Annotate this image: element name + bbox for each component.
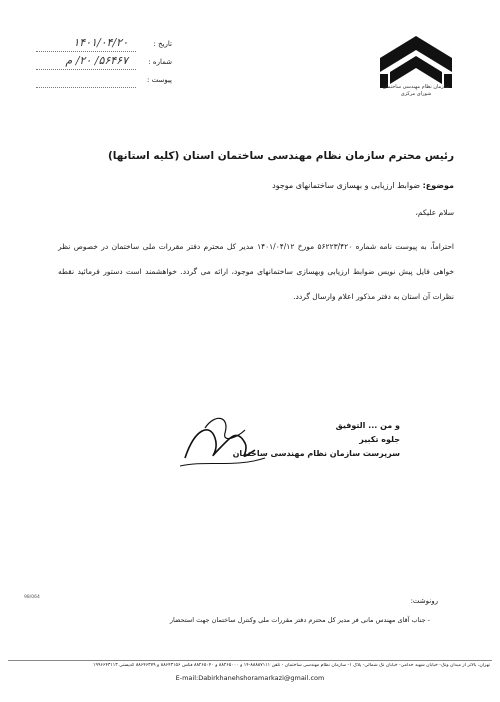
org-caption [370, 84, 462, 98]
letter-meta [30, 38, 180, 92]
subject-text: ضوابط ارزیابی و بهسازی ساختمانهای موجود [272, 181, 421, 190]
number-dots [36, 69, 136, 70]
salutation: سلام علیکم، [415, 208, 454, 217]
letter-body: احتراماً، به پیوست نامه شماره ۵۶۲۲۳/۴۲۰ مورخ ۱۴۰۱/۰۴/۱۲ مدیر کل محترم دفتر مقررات ملی ساختمان در خصوص نظر خواهی فایل پیش نویس ضوابط ارزیابی وبهسازی ساختمانهای موجود، ارائه می گردد. خواهشمند است دستور فرمائید نقطه نظرات آن استان به دفتر مذکور اعلام وارسال گردد. [58, 242, 454, 301]
date-value: ۱۴۰۱/۰۴/۲۰ [73, 36, 128, 49]
number-value: ۵۶۴۶۷/ ۲۰/ م [65, 54, 128, 67]
doc-code: 98/064 [24, 595, 40, 600]
subject-line [272, 181, 454, 190]
attachment-label: پیوست : [147, 76, 172, 84]
number-label: شماره : [148, 58, 172, 66]
closing-line2: جلوه تکبیر [359, 435, 400, 444]
signatory-title: سرپرست سازمان نظام مهندسی ساختمان [232, 449, 400, 458]
date-label: تاریخ : [153, 40, 172, 48]
org-caption-line1: سازمان نظام مهندسی ساختمان [382, 84, 450, 90]
footer-address: تهران، بالاتر از میدان ونک- خیابان شهید خدامی- خیابان نک شمالی- پلاک ۱- سازمان نظام مهندسی ساختمان - تلفن ۸۸۸۸۷۱۱۱-۱۴ و ۸۸۲۶۵۰۰۰ و ۸۸۲۶۵۰۴۰ فکس ۸۸۶۴۳۱۵۶ و ۸۸۶۴۶۳۷۹ کدپستی ۱۹۹۶۶۴۳۱۱۳ [93, 663, 490, 668]
attachment-row [30, 74, 180, 92]
closing-line1: و من ... التوفیق [335, 421, 400, 430]
closing-block [233, 419, 400, 461]
cc-item: - جناب آقای مهندس مانی فر مدیر کل محترم دفتر مقررات ملی وکنترل ساختمان جهت استحضار [169, 616, 430, 624]
number-row [30, 56, 180, 74]
date-dots [36, 51, 136, 52]
subject-label: موضوع: [422, 181, 454, 190]
attachment-dots [36, 87, 136, 88]
recipient-heading: رئیس محترم سازمان نظام مهندسی ساختمان استان (کلیه استانها) [108, 150, 454, 162]
footer-email: E-mail:Dabirkhanehshoramarkazi@gmail.com [175, 674, 325, 682]
org-caption-line2: شورای مرکزی [400, 91, 432, 97]
cc-title: رونوشت: [410, 597, 438, 605]
footer-divider [8, 660, 492, 661]
